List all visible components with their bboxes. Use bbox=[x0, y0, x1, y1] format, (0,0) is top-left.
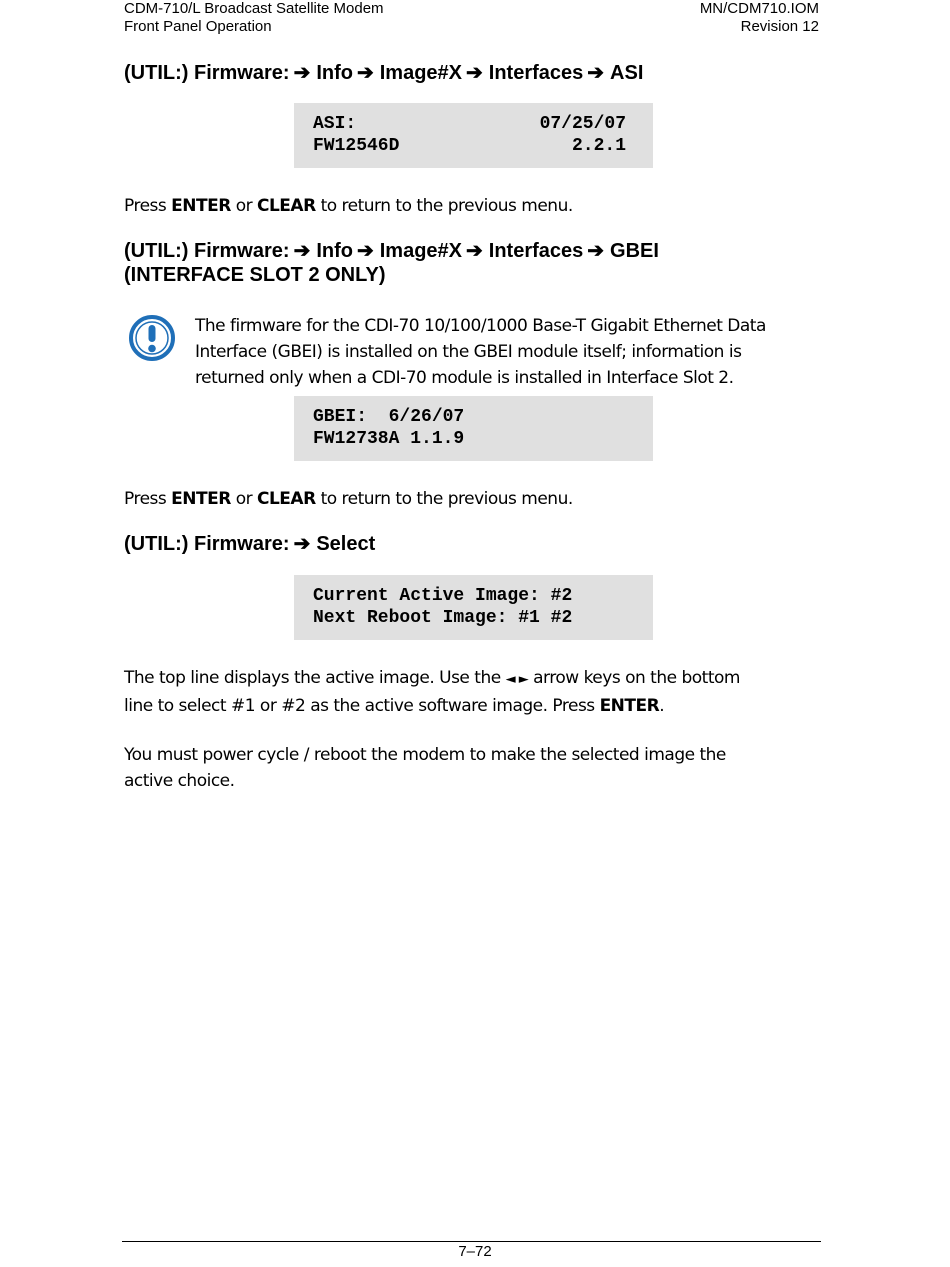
gbei-heading: (UTIL:) Firmware: ➔ Info ➔ Image#X ➔ Interfaces ➔ GBEI (INTERFACE SLOT 2 ONLY) bbox=[124, 240, 659, 286]
asi-press-instruction: Press ENTER or CLEAR to return to the previous menu. bbox=[124, 196, 573, 216]
arrow-right-icon: ➔ bbox=[466, 240, 483, 262]
arrow-right-icon: ➔ bbox=[587, 240, 605, 262]
arrow-right-icon: ➔ bbox=[293, 62, 311, 84]
gbei-lcd-display bbox=[294, 396, 653, 461]
select-instruction-paragraph: The top line displays the active image. Use the ◄ ► arrow keys on the bottom line to select #1 or #2 as the active software image. Press ENTER. bbox=[124, 668, 740, 716]
lcd-label: ASI: bbox=[313, 114, 357, 134]
lcd-date: 07/25/07 bbox=[539, 114, 626, 134]
select-lcd-display bbox=[294, 575, 653, 640]
lcd-firmware-id: FW12546D bbox=[313, 136, 400, 156]
gbei-press-instruction: Press ENTER or CLEAR to return to the previous menu. bbox=[124, 489, 573, 509]
arrow-right-icon: ➔ bbox=[293, 533, 311, 555]
asi-heading: (UTIL:) Firmware: ➔ Info ➔ Image#X ➔ Interfaces ➔ ASI bbox=[124, 62, 644, 84]
gbei-note-text: The firmware for the CDI-70 10/100/1000 Base-T Gigabit Ethernet Data Interface (GBEI) is installed on the GBEI module itself; information is returned only when a CDI-70 module is installed in Interface Slot 2. bbox=[195, 316, 766, 388]
arrow-right-icon: ➔ bbox=[587, 62, 605, 84]
lcd-line-2: FW12738A 1.1.9 bbox=[313, 429, 465, 449]
lcd-line-2: Next Reboot Image: #1 #2 bbox=[313, 608, 573, 628]
arrow-right-icon: ➔ bbox=[356, 62, 374, 84]
header-revision: Revision 12 bbox=[740, 18, 819, 35]
exclamation-circle-icon bbox=[128, 314, 176, 362]
select-heading: (UTIL:) Firmware: ➔ Select bbox=[124, 533, 376, 555]
lcd-version: 2.2.1 bbox=[571, 136, 626, 156]
lcd-line-1: GBEI: 6/26/07 bbox=[313, 407, 465, 427]
running-header-left bbox=[124, 0, 384, 36]
footer-rule bbox=[122, 1241, 821, 1242]
arrow-right-icon: ➔ bbox=[356, 240, 374, 262]
arrow-right-icon: ➔ bbox=[466, 62, 483, 84]
reboot-note-paragraph: You must power cycle / reboot the modem to make the selected image the active choice. bbox=[124, 745, 726, 791]
header-doc-title: CDM-710/L Broadcast Satellite Modem bbox=[124, 0, 384, 17]
left-right-arrow-keys-icon: ◄ ► bbox=[505, 672, 529, 687]
arrow-right-icon: ➔ bbox=[293, 240, 311, 262]
header-doc-id: MN/CDM710.IOM bbox=[699, 0, 819, 17]
page-number: 7–72 bbox=[458, 1243, 492, 1260]
running-header-right bbox=[560, 0, 819, 36]
lcd-line-1: Current Active Image: #2 bbox=[313, 586, 573, 606]
header-section: Front Panel Operation bbox=[124, 18, 272, 35]
asi-lcd-display bbox=[294, 103, 653, 168]
